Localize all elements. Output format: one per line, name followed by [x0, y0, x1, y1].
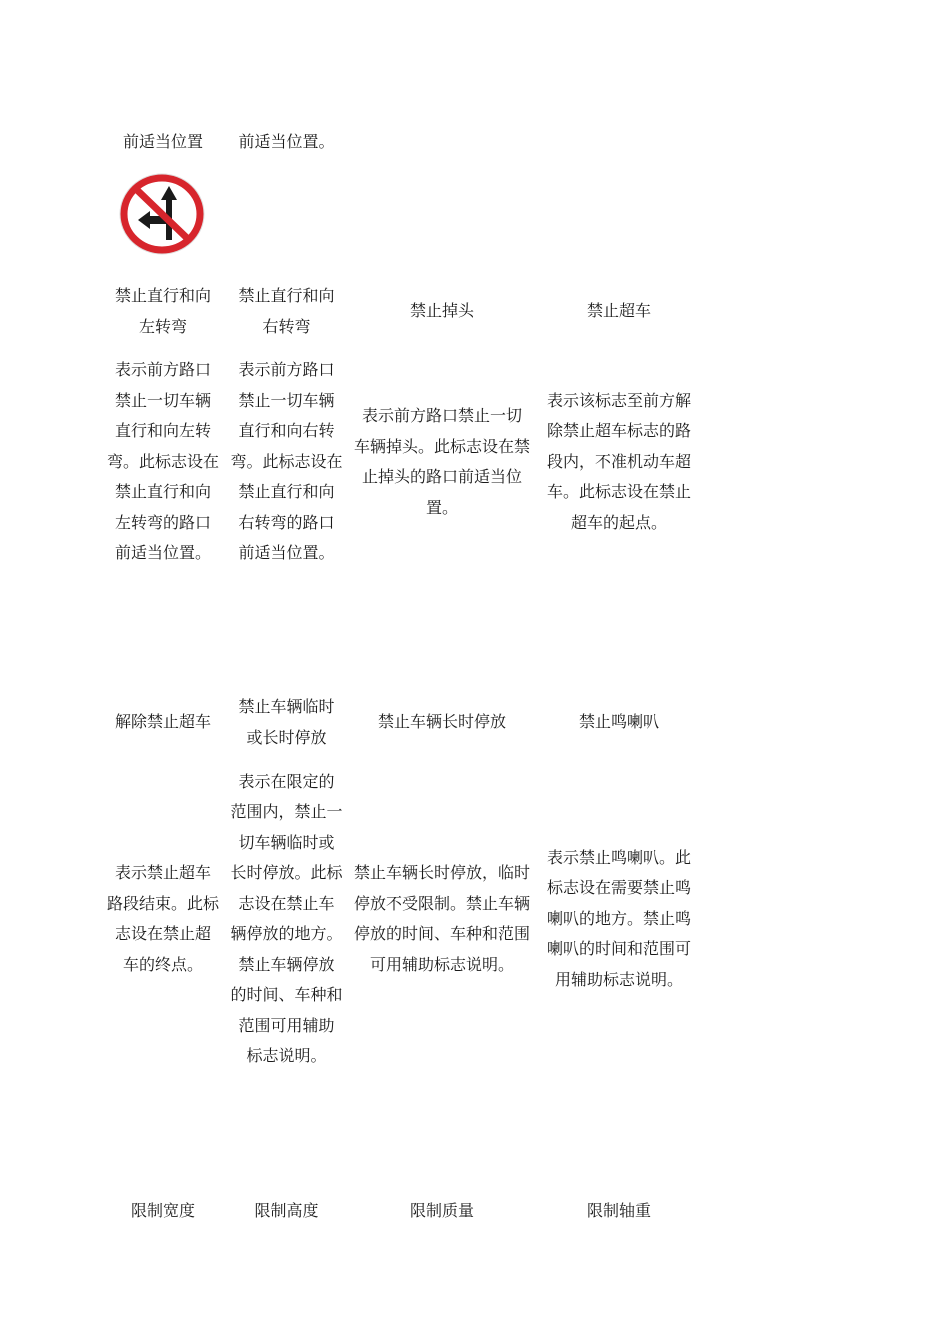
cell-r4-c4: 表示禁止鸣喇叭。此 标志设在需要禁止鸣 喇叭的地方。禁止鸣 喇叭的时间和范围可 用辅助标志说明。: [546, 847, 691, 989]
cell-r3-c4: 禁止鸣喇叭: [578, 712, 659, 732]
cell-r5-c4: 限制轴重: [586, 1200, 651, 1220]
cell-r1-c2: 禁止直行和向 右转弯: [238, 286, 335, 336]
cell-r1-c4: 禁止超车: [586, 301, 651, 321]
cell-r3-c2: 禁止车辆临时 或长时停放: [238, 697, 335, 747]
cell-r2-c1: 表示前方路口 禁止一切车辆 直行和向左转 弯。此标志设在 禁止直行和向 左转弯的路口 前适当位置。: [106, 360, 219, 563]
cell-r4-c3: 禁止车辆长时停放，临时 停放不受限制。禁止车辆 停放的时间、车种和范围 可用辅助标志说明。: [353, 863, 530, 974]
cell-r0-c2: 前适当位置。: [238, 131, 335, 151]
no-straight-or-left-turn-sign-icon: [118, 172, 206, 256]
cell-r2-c2: 表示前方路口 禁止一切车辆 直行和向右转 弯。此标志设在 禁止直行和向 右转弯的路口 前适当位置。: [230, 360, 343, 563]
cell-r5-c1: 限制宽度: [130, 1200, 195, 1220]
cell-r2-c3: 表示前方路口禁止一切 车辆掉头。此标志设在禁 止掉头的路口前适当位 置。: [353, 406, 530, 517]
cell-r3-c3: 禁止车辆长时停放: [377, 712, 506, 732]
cell-r4-c2: 表示在限定的 范围内，禁止一 切车辆临时或 长时停放。此标 志设在禁止车 辆停放的地方。 禁止车辆停放 的时间、车种和 范围可用辅助 标志说明。: [230, 771, 343, 1065]
cell-r2-c4: 表示该标志至前方解 除禁止超车标志的路 段内，不准机动车超 车。此标志设在禁止 超车的起点。: [546, 390, 691, 532]
cell-r1-c3: 禁止掉头: [409, 301, 474, 321]
cell-r3-c1: 解除禁止超车: [114, 712, 211, 732]
cell-r1-c1: 禁止直行和向 左转弯: [114, 286, 211, 336]
cell-r5-c2: 限制高度: [254, 1200, 319, 1220]
cell-r5-c3: 限制质量: [409, 1200, 474, 1220]
cell-r4-c1: 表示禁止超车 路段结束。此标 志设在禁止超 车的终点。: [106, 863, 219, 974]
cell-r0-c1: 前适当位置: [122, 131, 203, 151]
